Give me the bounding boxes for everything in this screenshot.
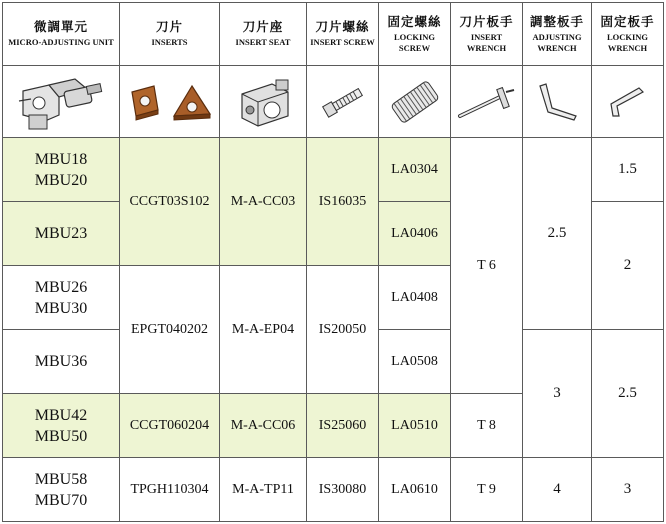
- seat-cell: M-A-TP11: [220, 458, 307, 522]
- insert-cell: CCGT060204: [120, 394, 220, 458]
- insert-screw-icon: [307, 66, 379, 138]
- model-cell: MBU58 MBU70: [3, 458, 120, 522]
- locking-wrench-cell: 2.5: [592, 330, 664, 458]
- locking-wrench-cell: 1.5: [592, 138, 664, 202]
- insert-wrench-cell: T 9: [451, 458, 523, 522]
- header-micro-adjusting-unit: 微調單元 MICRO-ADJUSTING UNIT: [3, 3, 120, 66]
- locking-screw-cell: LA0508: [379, 330, 451, 394]
- locking-screw-cell: LA0408: [379, 266, 451, 330]
- adjusting-wrench-cell: 3: [523, 330, 592, 458]
- header-insert-wrench: 刀片板手 INSERT WRENCH: [451, 3, 523, 66]
- insert-wrench-icon: [451, 66, 523, 138]
- locking-wrench-cell: 3: [592, 458, 664, 522]
- seat-cell: M-A-EP04: [220, 266, 307, 394]
- inserts-icon: [120, 66, 220, 138]
- model-cell: MBU42 MBU50: [3, 394, 120, 458]
- insert-screw-cell: IS30080: [307, 458, 379, 522]
- tooling-spec-table: [2, 2, 664, 522]
- insert-wrench-cell: T 8: [451, 394, 523, 458]
- insert-cell: TPGH110304: [120, 458, 220, 522]
- insert-screw-cell: IS20050: [307, 266, 379, 394]
- insert-cell: EPGT040202: [120, 266, 220, 394]
- header-inserts: 刀片 INSERTS: [120, 3, 220, 66]
- insert-seat-icon: [220, 66, 307, 138]
- header-insert-screw: 刀片螺絲 INSERT SCREW: [307, 3, 379, 66]
- locking-screw-icon: [379, 66, 451, 138]
- header-locking-screw: 固定螺絲 LOCKING SCREW: [379, 3, 451, 66]
- seat-cell: M-A-CC03: [220, 138, 307, 266]
- image-row: [3, 66, 664, 138]
- seat-cell: M-A-CC06: [220, 394, 307, 458]
- locking-screw-cell: LA0304: [379, 138, 451, 202]
- header-row: [3, 3, 664, 66]
- header-insert-seat: 刀片座 INSERT SEAT: [220, 3, 307, 66]
- locking-wrench-cell: 2: [592, 202, 664, 330]
- adjusting-wrench-cell: 2.5: [523, 138, 592, 330]
- header-locking-wrench: 固定板手 LOCKING WRENCH: [592, 3, 664, 66]
- insert-screw-cell: IS25060: [307, 394, 379, 458]
- locking-screw-cell: LA0610: [379, 458, 451, 522]
- model-cell: MBU18 MBU20: [3, 138, 120, 202]
- table-row: [3, 458, 664, 522]
- model-cell: MBU36: [3, 330, 120, 394]
- insert-screw-cell: IS16035: [307, 138, 379, 266]
- model-cell: MBU23: [3, 202, 120, 266]
- insert-cell: CCGT03S102: [120, 138, 220, 266]
- header-adjusting-wrench: 調整板手 ADJUSTING WRENCH: [523, 3, 592, 66]
- locking-wrench-icon: [592, 66, 664, 138]
- micro-adjusting-unit-icon: [3, 66, 120, 138]
- table-row: [3, 138, 664, 202]
- adjusting-wrench-cell: 4: [523, 458, 592, 522]
- locking-screw-cell: LA0406: [379, 202, 451, 266]
- adjusting-wrench-icon: [523, 66, 592, 138]
- insert-wrench-cell: T 6: [451, 138, 523, 394]
- locking-screw-cell: LA0510: [379, 394, 451, 458]
- model-cell: MBU26 MBU30: [3, 266, 120, 330]
